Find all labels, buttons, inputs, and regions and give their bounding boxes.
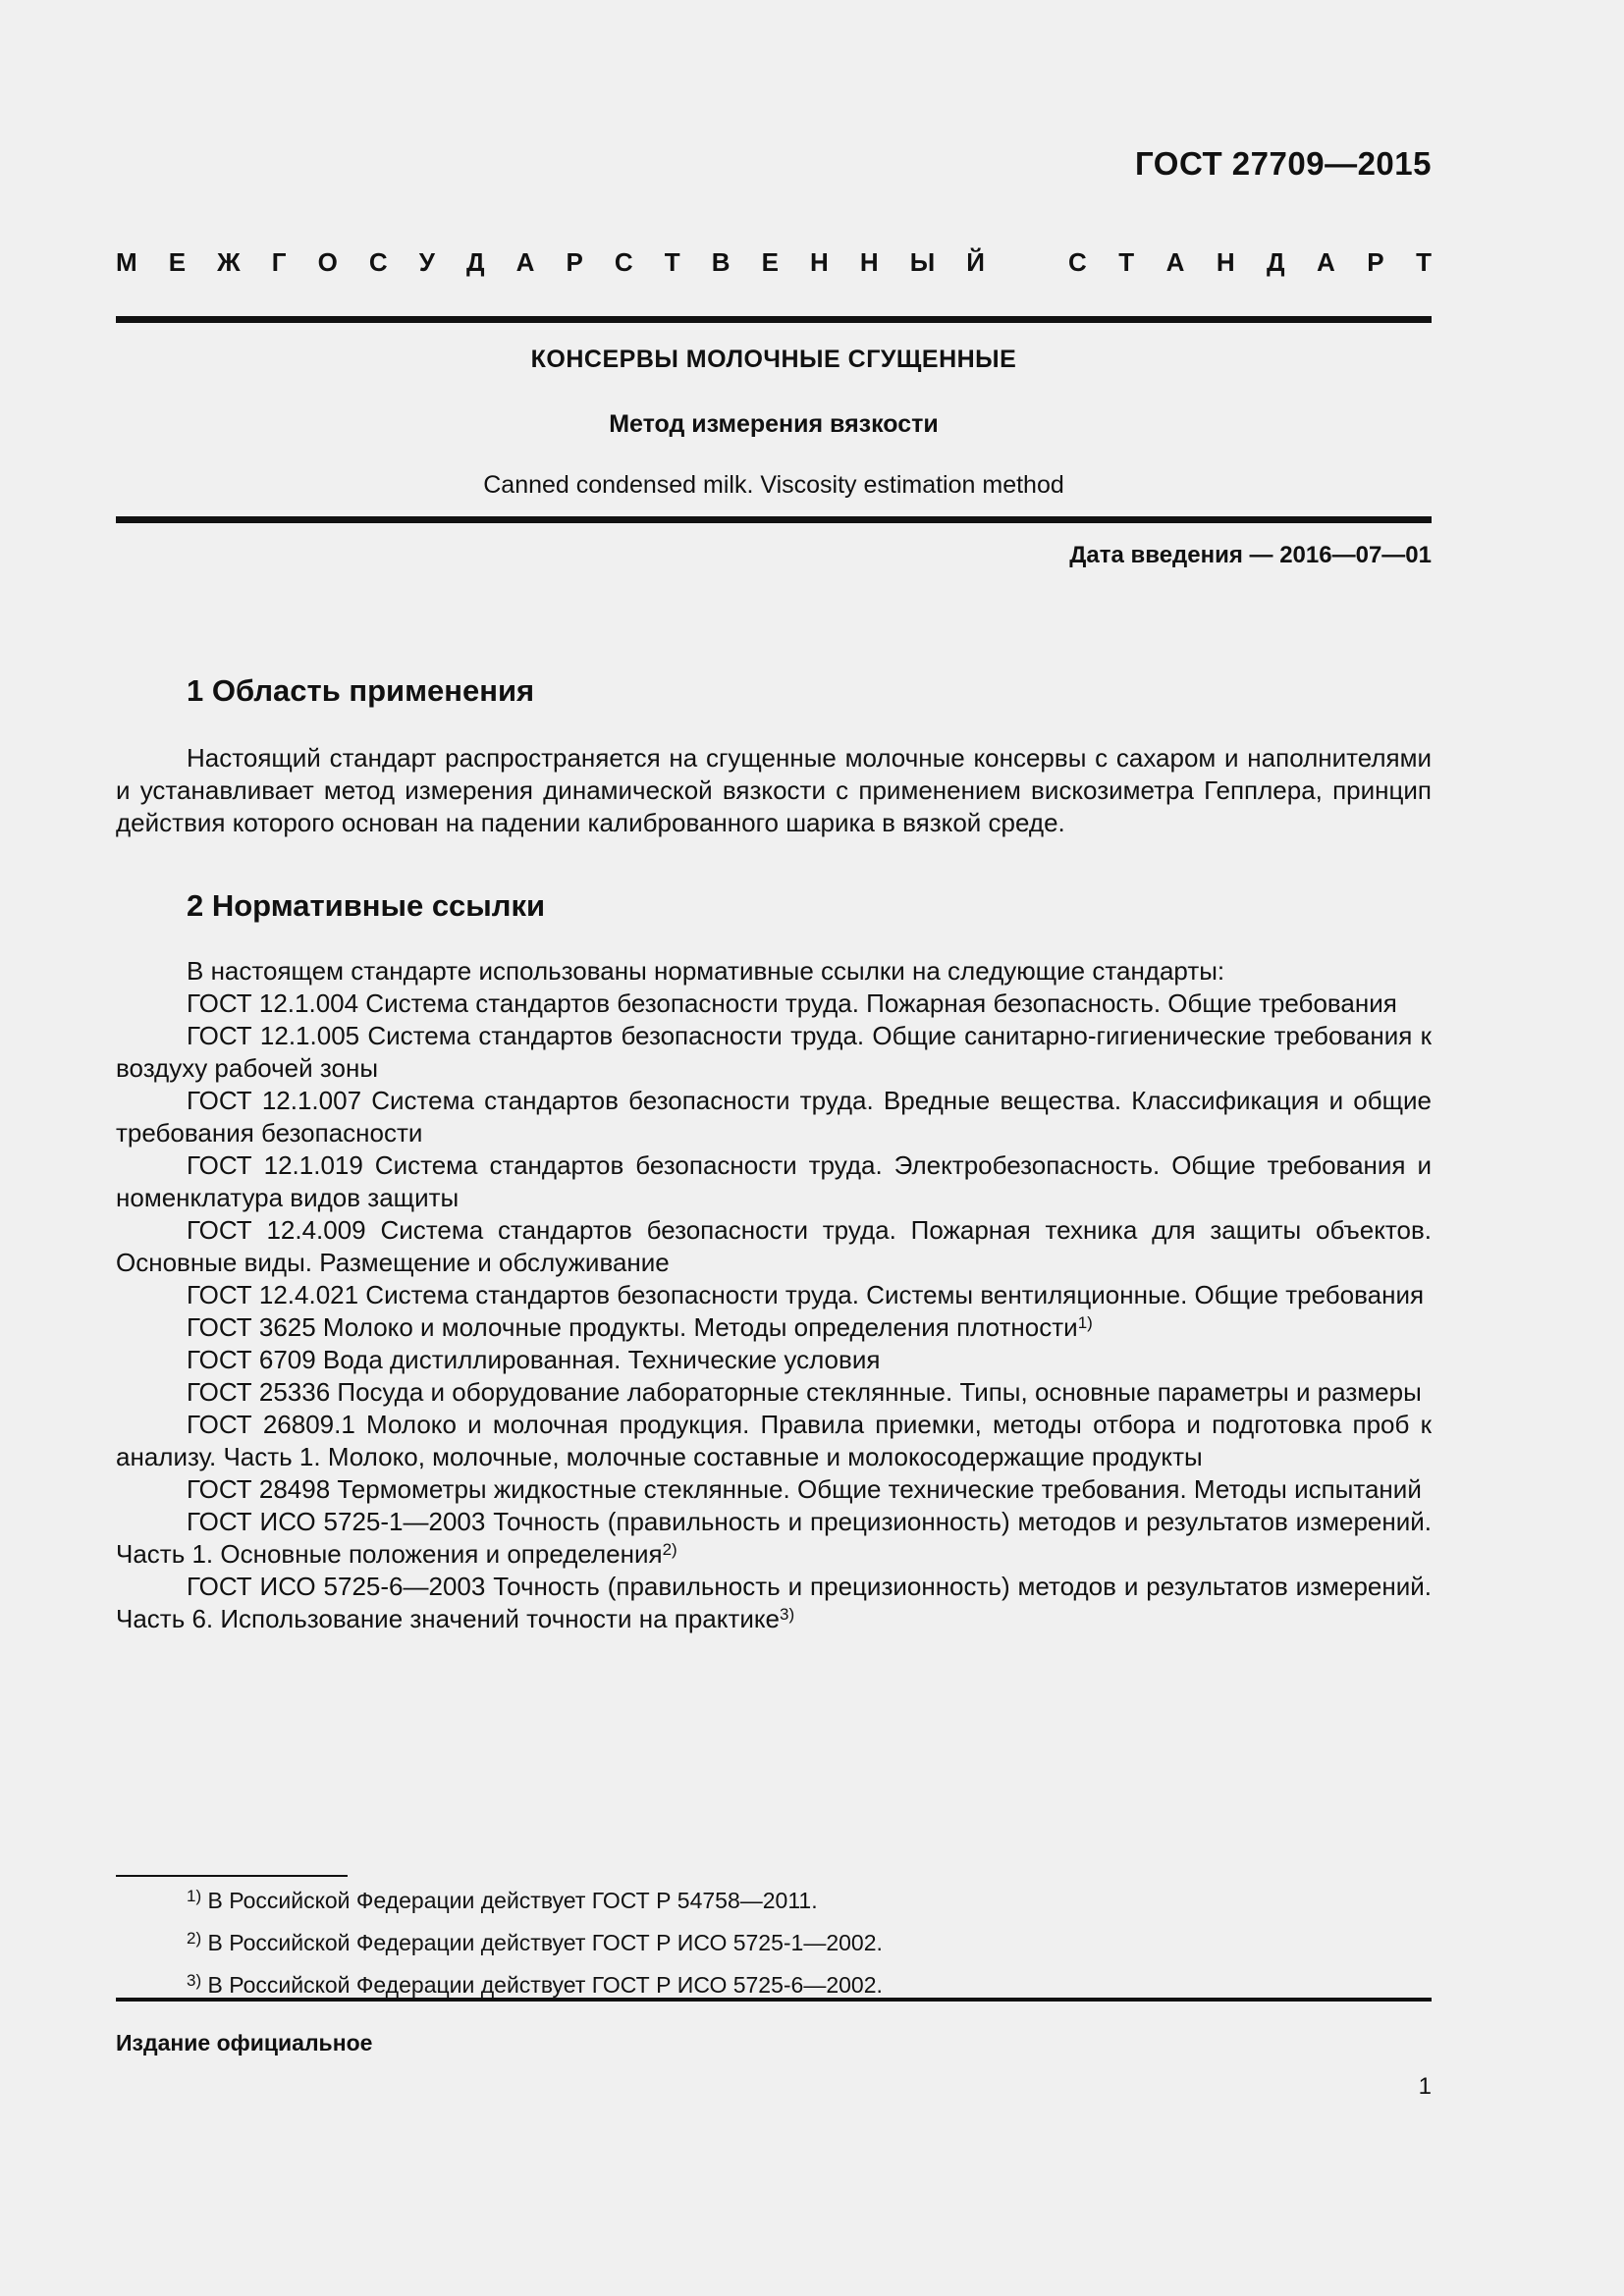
top-rule (116, 316, 1432, 323)
banner-letter: У (418, 247, 435, 277)
reference-item (116, 1311, 1432, 1344)
reference-item (116, 1085, 1432, 1149)
bottom-rule (116, 1998, 1432, 2002)
banner-letter: С (1068, 247, 1087, 277)
reference-item (116, 1344, 1432, 1376)
footnote-text: В Российской Федерации действует ГОСТ Р 54758—2011. (201, 1888, 818, 1913)
section-2-heading: 2 Нормативные ссылки (187, 888, 546, 923)
reference-item (116, 1571, 1432, 1635)
footnote-text: В Российской Федерации действует ГОСТ Р ИСО 5725-1—2002. (201, 1930, 883, 1955)
document-code: ГОСТ 27709—2015 (1135, 145, 1432, 182)
banner-letter: Е (761, 247, 779, 277)
reference-text: ГОСТ 6709 Вода дистиллированная. Технические условия (187, 1345, 881, 1374)
footnote-item (116, 1922, 1432, 1964)
reference-text: ГОСТ 12.1.007 Система стандартов безопасности труда. Вредные вещества. Классификация и общие требования безопасности (116, 1086, 1432, 1148)
document-page (116, 0, 1432, 2296)
reference-item (116, 1506, 1432, 1571)
footnote-mark: 2) (187, 1929, 202, 1949)
banner-letter: Д (1267, 247, 1285, 277)
section-1-heading: 1 Область применения (187, 673, 535, 708)
reference-text: ГОСТ 25336 Посуда и оборудование лабораторные стеклянные. Типы, основные параметры и размеры (187, 1377, 1422, 1407)
banner-letter: О (317, 247, 338, 277)
banner-letter: Т (1118, 247, 1135, 277)
banner-letter: А (515, 247, 535, 277)
banner-letter: Р (1367, 247, 1384, 277)
title-rule (116, 516, 1432, 523)
reference-item (116, 1376, 1432, 1409)
interstate-standard-banner (116, 247, 1432, 278)
reference-text: ГОСТ 28498 Термометры жидкостные стеклянные. Общие технические требования. Методы испытаний (187, 1474, 1422, 1504)
banner-letter: М (116, 247, 137, 277)
interstate-word (116, 247, 985, 278)
reference-text: ГОСТ 12.1.004 Система стандартов безопасности труда. Пожарная безопасность. Общие требования (187, 988, 1397, 1018)
reference-item (116, 1149, 1432, 1214)
reference-text: ГОСТ 3625 Молоко и молочные продукты. Методы определения плотности (187, 1312, 1078, 1342)
reference-item (116, 1473, 1432, 1506)
references-intro: В настоящем стандарте использованы нормативные ссылки на следующие стандарты: (187, 956, 1225, 986)
banner-letter: Д (466, 247, 485, 277)
banner-letter: Г (271, 247, 287, 277)
footnote-text: В Российской Федерации действует ГОСТ Р ИСО 5725-6—2002. (201, 1972, 883, 1998)
document-title: КОНСЕРВЫ МОЛОЧНЫЕ СГУЩЕННЫЕ (530, 346, 1017, 373)
footnote-ref: 1) (1077, 1313, 1093, 1333)
reference-item (116, 988, 1432, 1020)
reference-text: ГОСТ 12.1.005 Система стандартов безопасности труда. Общие санитарно-гигиенические требования к воздуху рабочей зоны (116, 1021, 1432, 1083)
banner-letter: Н (859, 247, 879, 277)
reference-text: ГОСТ ИСО 5725-1—2003 Точность (правильность и прецизионность) методов и результатов измерений. Часть 1. Основные положения и определения (116, 1507, 1432, 1569)
edition-label: Издание официальное (116, 2030, 373, 2056)
banner-letter: С (368, 247, 388, 277)
banner-letter: Н (1216, 247, 1235, 277)
reference-item (116, 1020, 1432, 1085)
introduction-date: Дата введения — 2016—07—01 (1069, 542, 1432, 568)
banner-letter: Н (810, 247, 829, 277)
banner-letter: Т (1416, 247, 1432, 277)
banner-letter: А (1317, 247, 1335, 277)
reference-item (116, 1214, 1432, 1279)
banner-letter: Ж (217, 247, 241, 277)
footnote-ref: 2) (662, 1540, 677, 1560)
banner-letter: А (1165, 247, 1185, 277)
references-list (116, 955, 1432, 1635)
footnote-ref: 3) (779, 1605, 795, 1625)
reference-item (116, 1409, 1432, 1473)
reference-text: ГОСТ 12.4.021 Система стандартов безопасности труда. Системы вентиляционные. Общие требования (187, 1280, 1425, 1309)
reference-text: ГОСТ 12.4.009 Система стандартов безопасности труда. Пожарная техника для защиты объектов. Основные виды. Размещение и обслуживание (116, 1215, 1432, 1277)
banner-letter: Е (168, 247, 187, 277)
section-1-paragraph: Настоящий стандарт распространяется на сгущенные молочные консервы с сахаром и наполнителями и устанавливает метод измерения динамической вязкости с применением вискозиметра Гепплера, принцип действия которого основан на падении калиброванного шарика в вязкой среде. (116, 743, 1432, 837)
banner-letter: Р (566, 247, 583, 277)
footnote-mark: 1) (187, 1887, 202, 1906)
banner-letter: Й (966, 247, 985, 277)
banner-letter: В (711, 247, 731, 277)
reference-text: ГОСТ ИСО 5725-6—2003 Точность (правильность и прецизионность) методов и результатов измерений. Часть 6. Использование значений точности на практике (116, 1572, 1432, 1633)
reference-text: ГОСТ 12.1.019 Система стандартов безопасности труда. Электробезопасность. Общие требования и номенклатура видов защиты (116, 1150, 1432, 1212)
standard-word (1068, 247, 1432, 278)
section-1-body (116, 742, 1432, 839)
english-title: Canned condensed milk. Viscosity estimation method (483, 471, 1064, 499)
document-subtitle: Метод измерения вязкости (609, 410, 939, 438)
banner-letter: Т (664, 247, 680, 277)
reference-text: ГОСТ 26809.1 Молоко и молочная продукция. Правила приемки, методы отбора и подготовка проб к анализу. Часть 1. Молоко, молочные, молочные составные и молокосодержащие продукты (116, 1410, 1432, 1471)
page-number: 1 (1418, 2073, 1432, 2100)
footnote-item (116, 1880, 1432, 1922)
reference-item (116, 1279, 1432, 1311)
banner-letter: Ы (909, 247, 936, 277)
footnote-mark: 3) (187, 1971, 202, 1991)
footnote-separator (116, 1875, 348, 1877)
footnotes (116, 1880, 1432, 2006)
banner-letter: С (614, 247, 633, 277)
